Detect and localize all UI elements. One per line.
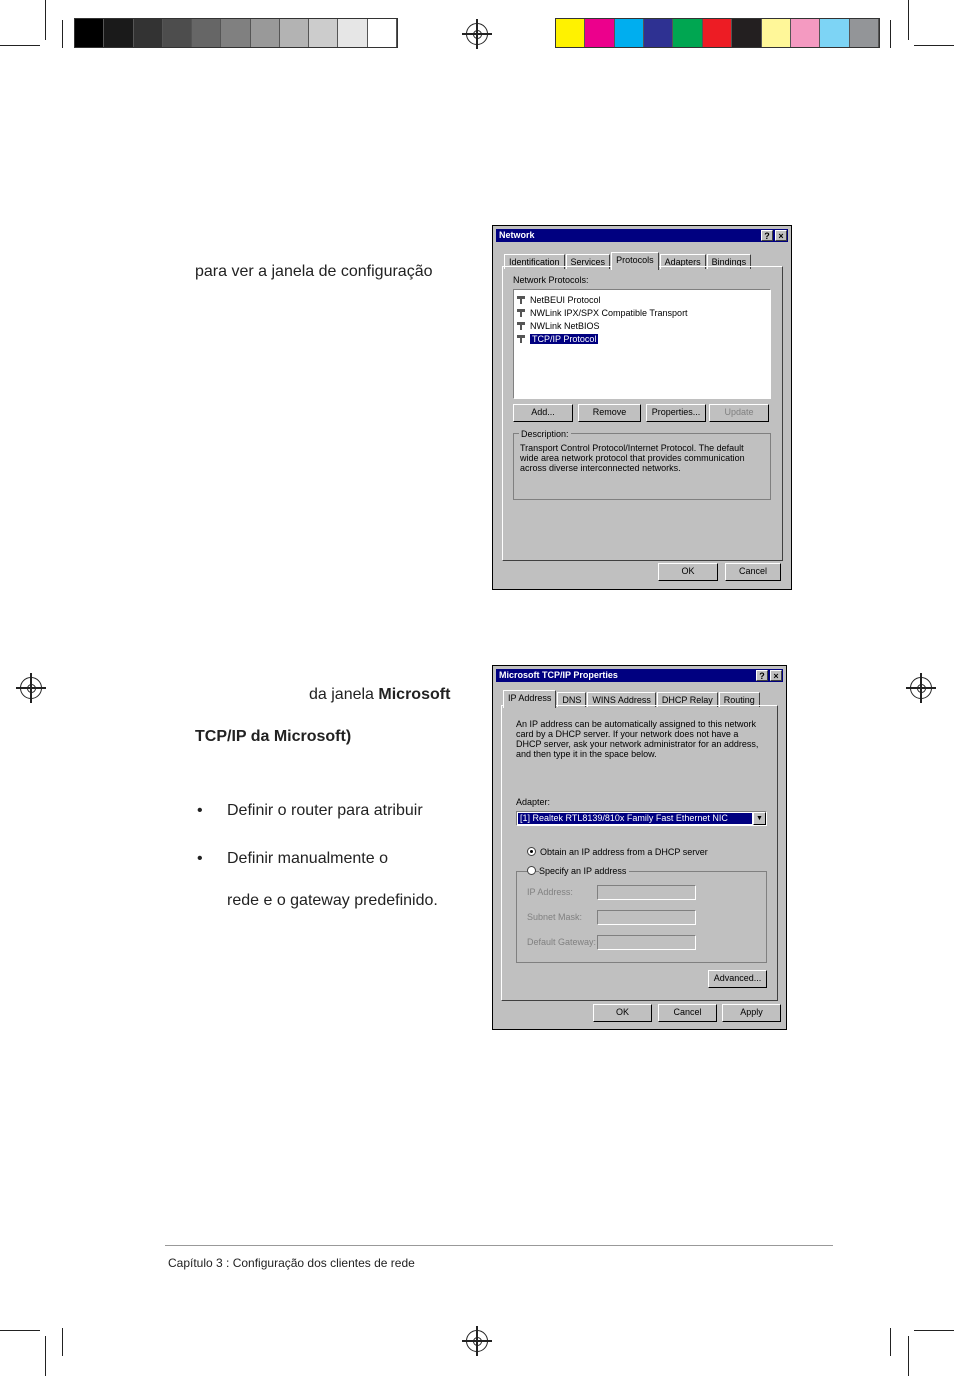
registration-mark-icon	[466, 1330, 488, 1352]
body-text-line2-b: Microsoft	[378, 686, 451, 703]
close-button[interactable]: ×	[775, 230, 787, 241]
color-swatch	[192, 19, 221, 47]
network-title-bar	[496, 229, 788, 242]
tab-wins-address[interactable]: WINS Address	[587, 692, 656, 707]
color-swatch	[104, 19, 133, 47]
list-item[interactable]: NWLink IPX/SPX Compatible Transport	[514, 306, 770, 319]
tab-ip-address[interactable]: IP Address	[503, 690, 556, 708]
color-swatch	[75, 19, 104, 47]
help-button[interactable]: ?	[756, 670, 768, 681]
network-protocol-icon	[516, 308, 527, 317]
tcpip-dialog-title: Microsoft TCP/IP Properties	[499, 670, 618, 680]
body-text-line2-a: da janela	[309, 686, 379, 703]
close-button[interactable]: ×	[770, 670, 782, 681]
color-swatch	[820, 19, 849, 47]
bullet-1-marker: •	[197, 802, 203, 819]
crop-mark	[0, 1330, 40, 1331]
crop-mark	[45, 0, 46, 40]
crop-mark	[908, 1336, 909, 1376]
page-footer: Capítulo 3 : Configuração dos clientes de rede	[168, 1256, 415, 1270]
color-swatch	[850, 19, 879, 47]
subnet-mask-field[interactable]	[597, 910, 696, 925]
color-swatch	[673, 19, 702, 47]
network-protocol-icon	[516, 321, 527, 330]
ip-address-label: IP Address:	[527, 887, 573, 897]
cancel-button[interactable]: Cancel	[658, 1004, 717, 1022]
tab-adapters[interactable]: Adapters	[660, 254, 706, 269]
radio-specify-ip-label[interactable]: Specify an IP address	[539, 866, 629, 876]
color-swatch	[309, 19, 338, 47]
tab-bindings[interactable]: Bindings	[707, 254, 752, 269]
list-item-selected[interactable]: TCP/IP Protocol	[514, 332, 770, 345]
default-gateway-label: Default Gateway:	[527, 937, 597, 947]
chevron-down-icon[interactable]: ▼	[753, 812, 766, 825]
crop-mark	[914, 1330, 954, 1331]
tab-protocols[interactable]: Protocols	[611, 252, 659, 270]
color-swatch	[703, 19, 732, 47]
registration-mark-icon	[20, 677, 42, 699]
crop-mark	[890, 1328, 891, 1356]
tab-routing[interactable]: Routing	[719, 692, 760, 707]
color-swatch	[644, 19, 673, 47]
ok-button[interactable]: OK	[593, 1004, 652, 1022]
remove-button[interactable]: Remove	[578, 404, 641, 422]
footer-divider	[165, 1245, 833, 1246]
color-swatch	[338, 19, 367, 47]
network-protocols-label: Network Protocols:	[513, 275, 589, 285]
network-protocol-icon	[516, 334, 527, 343]
tab-services[interactable]: Services	[566, 254, 611, 269]
color-swatch	[585, 19, 614, 47]
color-swatch	[615, 19, 644, 47]
tab-dns[interactable]: DNS	[557, 692, 586, 707]
body-text-line3: TCP/IP da Microsoft)	[195, 728, 352, 745]
list-item[interactable]: NWLink NetBIOS	[514, 319, 770, 332]
tcpip-title-bar	[496, 669, 783, 682]
update-button[interactable]: Update	[709, 404, 769, 422]
tcpip-properties-dialog	[492, 665, 787, 1030]
advanced-button[interactable]: Advanced...	[708, 970, 767, 988]
radio-obtain-dhcp[interactable]	[527, 847, 536, 856]
crop-mark	[62, 20, 63, 48]
bullet-2-text: Definir manualmente o	[227, 850, 388, 867]
crop-mark	[914, 45, 954, 46]
color-swatch	[368, 19, 397, 47]
network-dialog-title: Network	[499, 230, 535, 240]
crop-mark	[0, 45, 40, 46]
radio-obtain-dhcp-label[interactable]: Obtain an IP address from a DHCP server	[540, 847, 708, 857]
cancel-button[interactable]: Cancel	[725, 563, 781, 581]
crop-mark	[908, 0, 909, 40]
description-text: Transport Control Protocol/Internet Protocol. The default wide area network protocol that provides communication across diverse interconnected networks.	[520, 443, 745, 473]
tab-identification[interactable]: Identification	[504, 254, 565, 269]
help-button[interactable]: ?	[761, 230, 773, 241]
protocols-list[interactable]	[513, 289, 771, 399]
registration-mark-icon	[910, 677, 932, 699]
adapter-select-value: [1] Realtek RTL8139/810x Family Fast Ethernet NIC	[518, 813, 752, 824]
radio-specify-ip[interactable]	[527, 866, 536, 875]
bullet-1-text: Definir o router para atribuir	[227, 802, 423, 819]
color-calibration-bar	[555, 18, 880, 48]
list-item[interactable]: NetBEUI Protocol	[514, 293, 770, 306]
color-swatch	[134, 19, 163, 47]
color-swatch	[762, 19, 791, 47]
color-swatch	[163, 19, 192, 47]
ip-address-field[interactable]	[597, 885, 696, 900]
color-swatch	[791, 19, 820, 47]
intro-text: An IP address can be automatically assigned to this network card by a DHCP server. If your network does not have a DHCP server, ask your network administrator for an address, and then type it in the space below.	[516, 719, 759, 759]
default-gateway-field[interactable]	[597, 935, 696, 950]
bullet-2-marker: •	[197, 850, 203, 867]
bullet-2-continuation: rede e o gateway predefinido.	[227, 892, 438, 909]
color-swatch	[556, 19, 585, 47]
color-swatch	[251, 19, 280, 47]
tab-dhcp-relay[interactable]: DHCP Relay	[657, 692, 718, 707]
crop-mark	[890, 20, 891, 48]
ok-button[interactable]: OK	[658, 563, 718, 581]
body-text-line1: para ver a janela de configuração	[195, 263, 433, 280]
description-label: Description:	[521, 429, 569, 439]
color-swatch	[280, 19, 309, 47]
properties-button[interactable]: Properties...	[646, 404, 706, 422]
adapter-label: Adapter:	[516, 797, 551, 807]
grayscale-calibration-bar	[74, 18, 398, 48]
network-dialog	[492, 225, 792, 590]
adapter-select[interactable]	[516, 811, 767, 826]
registration-mark-icon	[466, 23, 488, 45]
crop-mark	[45, 1336, 46, 1376]
color-swatch	[732, 19, 761, 47]
network-protocol-icon	[516, 295, 527, 304]
body-text-line2	[309, 686, 450, 704]
apply-button[interactable]: Apply	[722, 1004, 781, 1022]
subnet-mask-label: Subnet Mask:	[527, 912, 583, 922]
color-swatch	[221, 19, 250, 47]
crop-mark	[62, 1328, 63, 1356]
add-button[interactable]: Add...	[513, 404, 573, 422]
